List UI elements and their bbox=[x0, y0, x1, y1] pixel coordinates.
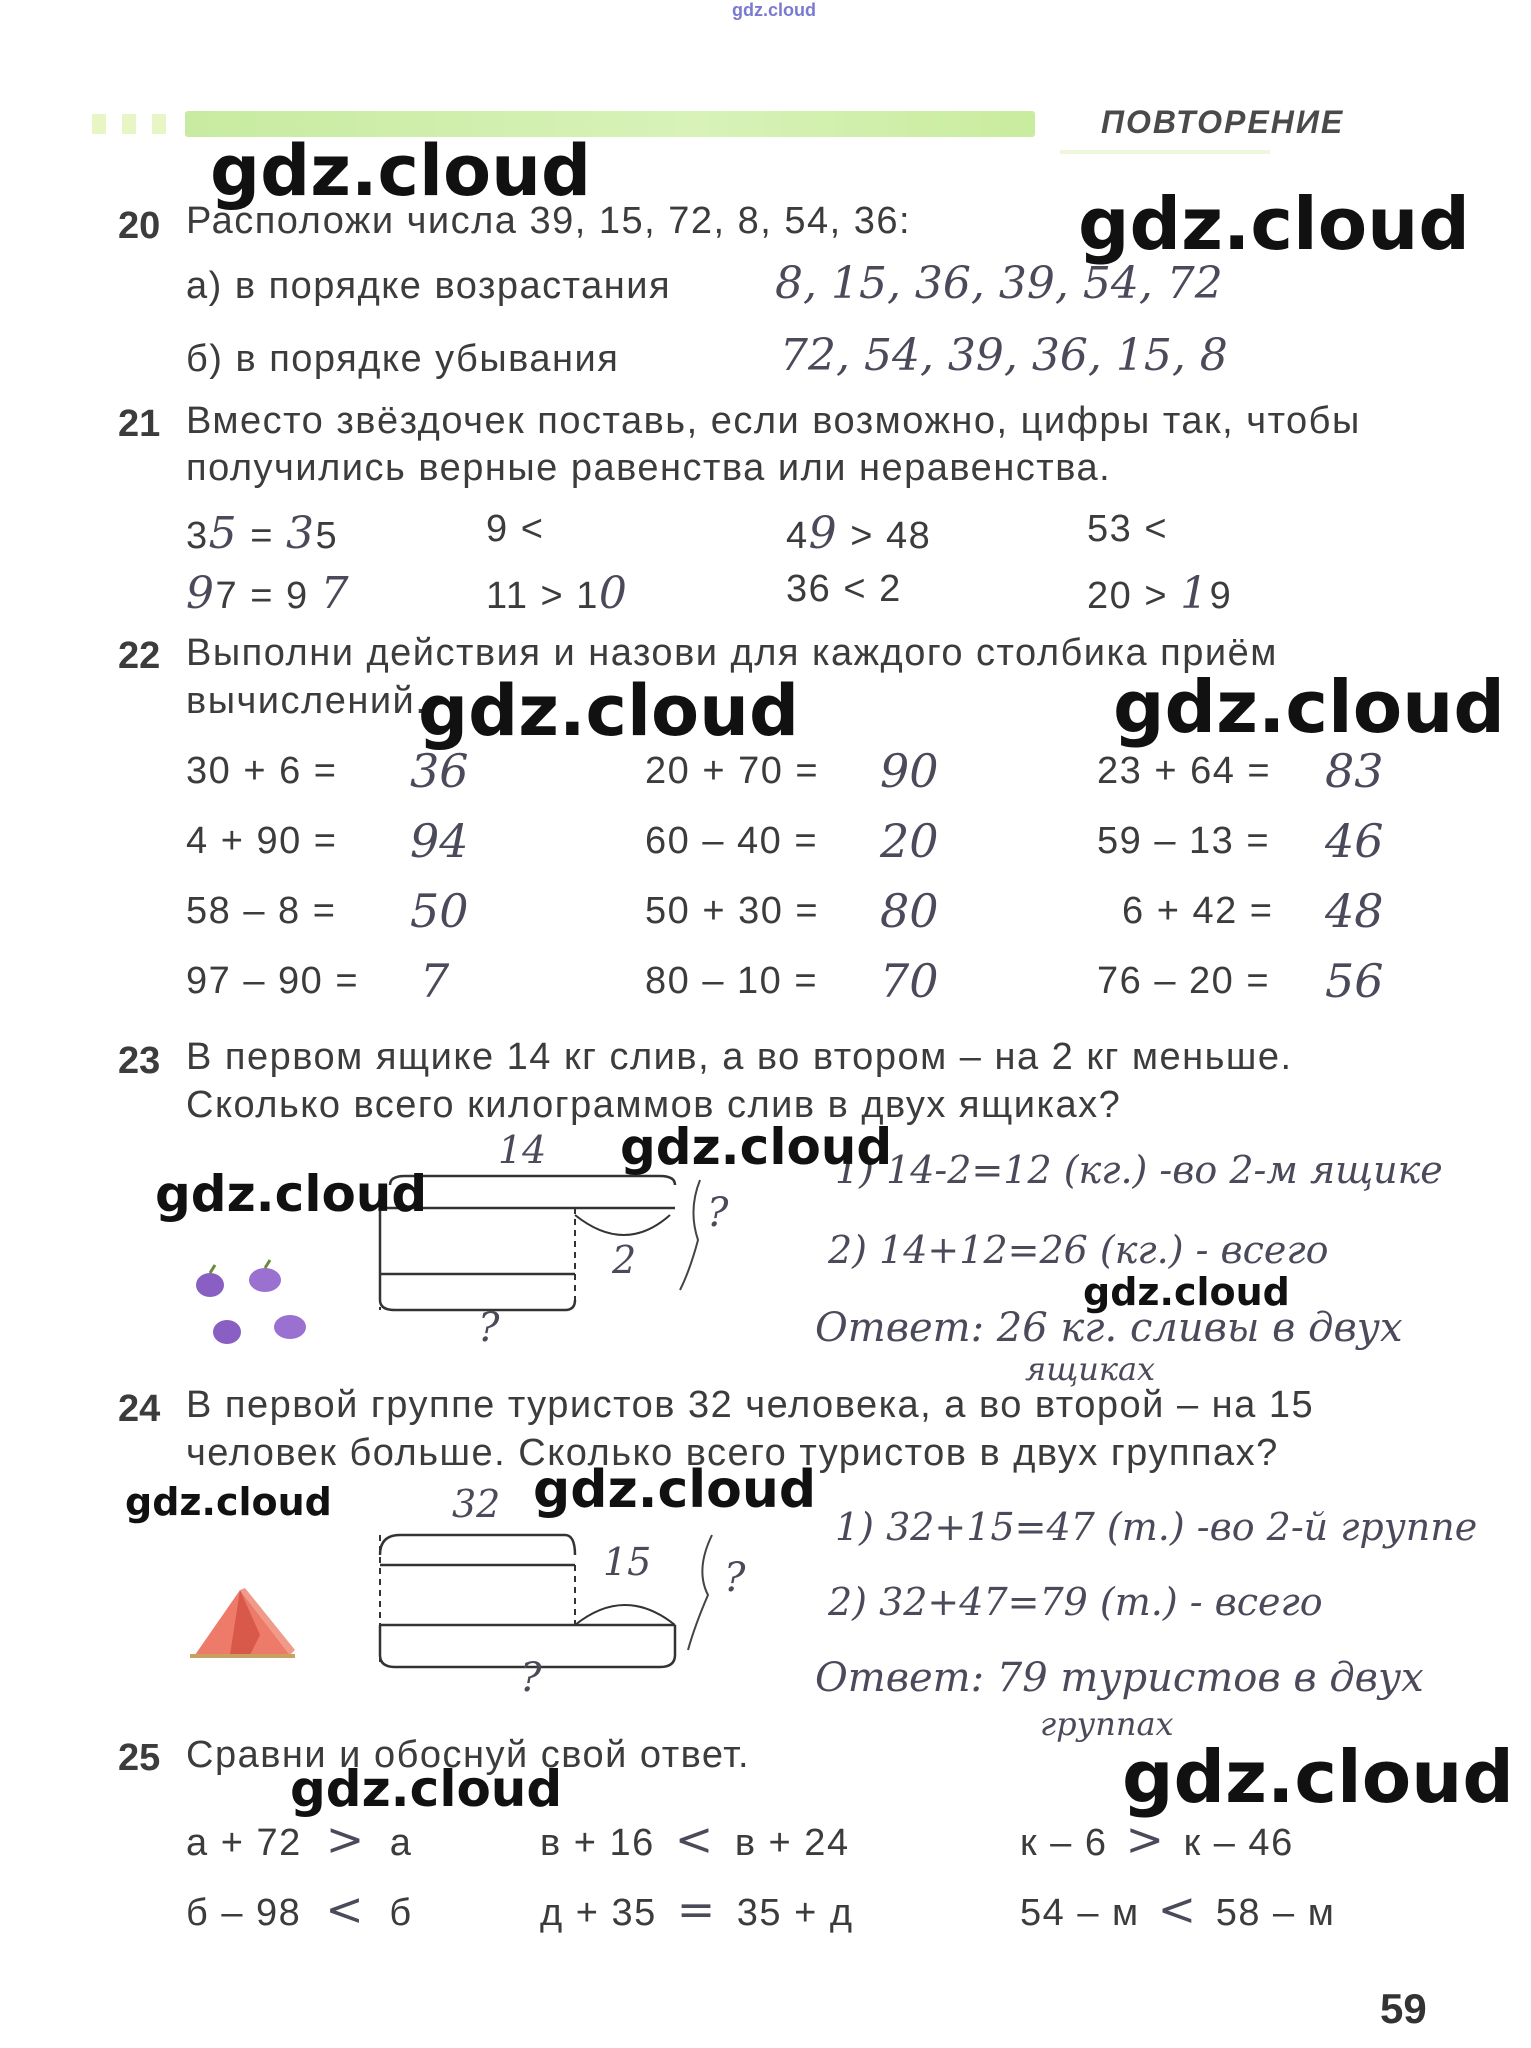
task-25-r1-c1: а + 72 > а bbox=[186, 1812, 413, 1866]
task-22-c2-r4-expr: 80 – 10 = bbox=[645, 960, 819, 1002]
task-22-c2-r3-expr: 50 + 30 = bbox=[645, 890, 820, 932]
task-24-diagram-diff: 15 bbox=[603, 1540, 652, 1584]
task-24-diagram bbox=[370, 1525, 750, 1695]
watermark: gdz.cloud bbox=[125, 1480, 332, 1524]
task-22-c3-r2-expr: 59 – 13 = bbox=[1097, 820, 1271, 862]
task-21-r2-c1: 97 = 9 7 bbox=[186, 568, 351, 619]
task-20-b-answer: 72, 54, 39, 36, 15, 8 bbox=[780, 330, 1228, 381]
task-22-line2: вычислений. bbox=[186, 680, 428, 722]
task-24-number: 24 bbox=[118, 1388, 161, 1430]
watermark: gdz.cloud bbox=[290, 1760, 563, 1818]
task-24-line2: человек больше. Сколько всего туристов в двух группах? bbox=[186, 1432, 1279, 1474]
task-25-number: 25 bbox=[118, 1737, 161, 1779]
task-23-line1: В первом ящике 14 кг слив, а во втором – на 2 кг меньше. bbox=[186, 1036, 1293, 1078]
task-21-line1: Вместо звёздочек поставь, если возможно, цифры так, чтобы bbox=[186, 400, 1361, 442]
task-24-diagram-top: 32 bbox=[452, 1482, 501, 1526]
task-20-b-label: б) в порядке убывания bbox=[186, 338, 620, 380]
task-23-solution-1: 1) 14-2=12 (кг.) -во 2-м ящике bbox=[835, 1148, 1443, 1192]
header-dash bbox=[122, 114, 136, 134]
watermark: gdz.cloud bbox=[533, 1460, 817, 1520]
task-23-diagram-diff: 2 bbox=[612, 1238, 637, 1282]
task-21-r2-c4: 20 > 19 bbox=[1087, 568, 1233, 619]
task-22-c2-r2-ans: 20 bbox=[880, 814, 939, 868]
task-22-c1-r1-expr: 30 + 6 = bbox=[186, 750, 338, 792]
task-24-line1: В первой группе туристов 32 человека, а во второй – на 15 bbox=[186, 1384, 1315, 1426]
task-24-answer-2: группах bbox=[1040, 1705, 1174, 1743]
task-21-r1-c3: 49 > 48 bbox=[786, 508, 932, 559]
task-23-diagram-q-bottom: ? bbox=[478, 1305, 500, 1351]
header-dash bbox=[92, 114, 106, 134]
task-24-answer-1: Ответ: 79 туристов в двух bbox=[815, 1655, 1424, 1701]
task-20-a-answer: 8, 15, 36, 39, 54, 72 bbox=[775, 258, 1223, 309]
task-22-c1-r2-expr: 4 + 90 = bbox=[186, 820, 338, 862]
task-25-text: Сравни и обоснуй свой ответ. bbox=[186, 1734, 751, 1776]
task-25-r2-c1: б – 98 < б bbox=[186, 1882, 413, 1936]
task-23-line2: Сколько всего килограммов слив в двух ящиках? bbox=[186, 1084, 1122, 1126]
task-24-diagram-q-bottom: ? bbox=[520, 1655, 542, 1701]
task-23-answer-1: Ответ: 26 кг. сливы в двух bbox=[815, 1305, 1403, 1351]
task-24-solution-2: 2) 32+47=79 (т.) - всего bbox=[828, 1580, 1323, 1624]
watermark: gdz.cloud bbox=[1113, 665, 1505, 749]
task-22-c2-r3-ans: 80 bbox=[880, 884, 939, 938]
watermark: gdz.cloud bbox=[1122, 1735, 1514, 1819]
task-22-c3-r3-expr: 6 + 42 = bbox=[1122, 890, 1274, 932]
task-25-r2-c3: 54 – м < 58 – м bbox=[1020, 1882, 1336, 1936]
plums-illustration bbox=[185, 1255, 325, 1355]
task-23-diagram-q-right: ? bbox=[707, 1190, 729, 1236]
task-22-c2-r4-ans: 70 bbox=[880, 954, 939, 1008]
task-21-line2: получились верные равенства или неравенства. bbox=[186, 447, 1112, 489]
task-22-c3-r3-ans: 48 bbox=[1325, 884, 1384, 938]
task-22-c1-r3-ans: 50 bbox=[410, 884, 469, 938]
page-number: 59 bbox=[1380, 1985, 1427, 2032]
task-24-solution-1: 1) 32+15=47 (т.) -во 2-й группе bbox=[835, 1505, 1478, 1549]
watermark: gdz.cloud bbox=[418, 670, 800, 752]
task-23-solution-2: 2) 14+12=26 (кг.) - всего bbox=[828, 1228, 1329, 1272]
task-24-diagram-q-right: ? bbox=[724, 1555, 746, 1601]
task-21-r2-c3: 36 < 2 bbox=[786, 568, 902, 610]
task-21-r1-c2: 9 < bbox=[486, 508, 545, 550]
task-22-number: 22 bbox=[118, 635, 161, 677]
task-22-c3-r4-expr: 76 – 20 = bbox=[1097, 960, 1271, 1002]
watermark: gdz.cloud bbox=[155, 1165, 428, 1223]
task-22-c3-r2-ans: 46 bbox=[1325, 814, 1384, 868]
tent-illustration bbox=[185, 1580, 300, 1665]
top-watermark: gdz.cloud bbox=[732, 0, 816, 20]
header-underline bbox=[1060, 150, 1270, 154]
watermark: gdz.cloud bbox=[1083, 1270, 1290, 1314]
task-21-r1-c1: 35 = 35 bbox=[186, 508, 339, 559]
task-25-r1-c3: к – 6 > к – 46 bbox=[1020, 1812, 1294, 1866]
task-20-number: 20 bbox=[118, 205, 161, 247]
task-22-line1: Выполни действия и назови для каждого столбика приём bbox=[186, 632, 1278, 674]
watermark: gdz.cloud bbox=[210, 130, 592, 212]
task-22-c1-r4-ans: 7 bbox=[420, 954, 450, 1008]
watermark: gdz.cloud bbox=[620, 1118, 893, 1176]
task-20-text: Расположи числа 39, 15, 72, 8, 54, 36: bbox=[186, 200, 912, 242]
task-22-c1-r1-ans: 36 bbox=[410, 744, 469, 798]
task-22-c2-r1-expr: 20 + 70 = bbox=[645, 750, 820, 792]
task-25-r2-c2: д + 35 = 35 + д bbox=[540, 1882, 854, 1936]
task-22-c1-r3-expr: 58 – 8 = bbox=[186, 890, 337, 932]
task-21-r2-c2: 11 > 10 bbox=[486, 568, 629, 619]
section-title: ПОВТОРЕНИЕ bbox=[1101, 104, 1345, 140]
task-22-c1-r2-ans: 94 bbox=[410, 814, 469, 868]
header-dash bbox=[152, 114, 166, 134]
task-22-c2-r2-expr: 60 – 40 = bbox=[645, 820, 819, 862]
task-22-c3-r1-expr: 23 + 64 = bbox=[1097, 750, 1272, 792]
task-20-a-label: а) в порядке возрастания bbox=[186, 265, 672, 307]
task-23-number: 23 bbox=[118, 1040, 161, 1082]
task-21-number: 21 bbox=[118, 403, 161, 445]
task-23-answer-2: ящиках bbox=[1025, 1350, 1156, 1388]
task-22-c3-r4-ans: 56 bbox=[1325, 954, 1384, 1008]
task-25-r1-c2: в + 16 < в + 24 bbox=[540, 1812, 850, 1866]
task-23-diagram-top: 14 bbox=[498, 1128, 547, 1172]
task-22-c1-r4-expr: 97 – 90 = bbox=[186, 960, 360, 1002]
task-22-c2-r1-ans: 90 bbox=[880, 744, 939, 798]
task-21-r1-c4: 53 < bbox=[1087, 508, 1169, 550]
watermark: gdz.cloud bbox=[1078, 182, 1470, 266]
task-22-c3-r1-ans: 83 bbox=[1325, 744, 1384, 798]
